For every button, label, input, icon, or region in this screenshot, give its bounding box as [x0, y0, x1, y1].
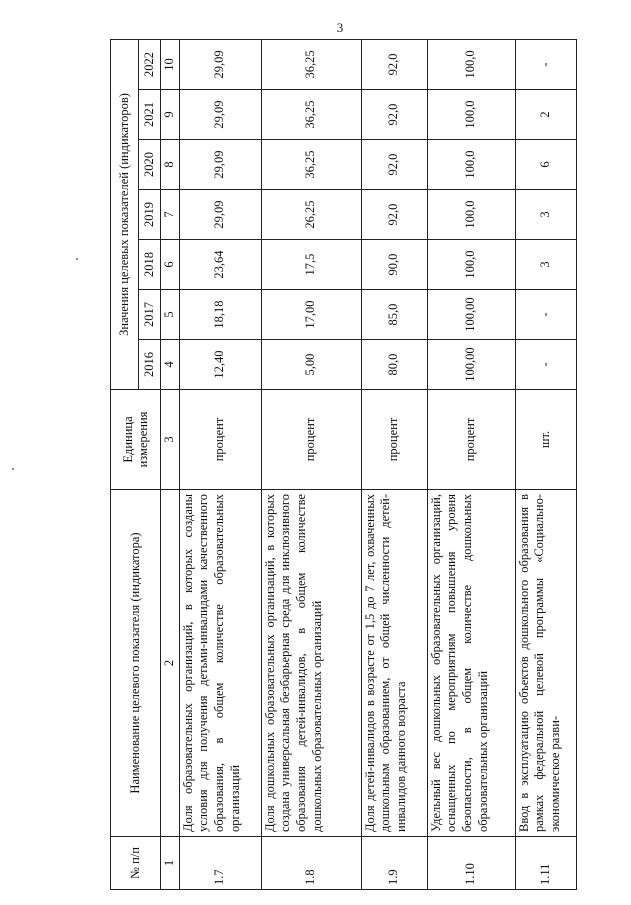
unit: процент [361, 390, 427, 490]
unit: процент [179, 390, 261, 490]
table-row [427, 39, 515, 889]
header-year: 2021 [139, 90, 161, 140]
value-cell: 92,0 [361, 140, 427, 190]
header-year: 2016 [139, 340, 161, 390]
row-number: 1.11 [515, 837, 576, 890]
header-number: № п/п [111, 837, 161, 890]
value-cell: 90,0 [361, 240, 427, 290]
value-cell: 3 [515, 240, 576, 290]
table-row [179, 39, 261, 889]
value-cell: 29,09 [179, 190, 261, 240]
page-number: 3 [336, 20, 344, 35]
header-year: 2022 [139, 39, 161, 89]
column-index: 6 [161, 240, 180, 290]
value-cell: 36,25 [261, 90, 361, 140]
column-index: 5 [161, 290, 180, 340]
value-cell: 36,25 [261, 39, 361, 89]
table-row [515, 39, 576, 889]
unit: процент [261, 390, 361, 490]
value-cell: - [515, 340, 576, 390]
value-cell: 92,0 [361, 39, 427, 89]
value-cell: - [515, 290, 576, 340]
header-year: 2018 [139, 240, 161, 290]
value-cell: 36,25 [261, 140, 361, 190]
value-cell: 100,0 [427, 190, 515, 240]
header-year: 2020 [139, 140, 161, 190]
value-cell: 100,0 [427, 39, 515, 89]
value-cell: 2 [515, 90, 576, 140]
value-cell: 100,00 [427, 340, 515, 390]
value-cell: 5,00 [261, 340, 361, 390]
value-cell: 18,18 [179, 290, 261, 340]
column-index: 9 [161, 90, 180, 140]
indicator-name: Ввод в эксплуатацию объектов дошкольного образования в рамках федеральной целевой программы «Социально- экономическое разви- [515, 490, 576, 837]
value-cell: 12,40 [179, 340, 261, 390]
table-row [361, 39, 427, 889]
column-index: 1 [161, 837, 180, 890]
column-index: 3 [161, 390, 180, 490]
value-cell: 100,0 [427, 240, 515, 290]
row-number: 1.10 [427, 837, 515, 890]
value-cell: 3 [515, 190, 576, 240]
value-cell: 6 [515, 140, 576, 190]
column-index: 8 [161, 140, 180, 190]
header-values-group: Значения целевых показателей (индикаторов) [111, 39, 139, 389]
value-cell: 23,64 [179, 240, 261, 290]
unit: шт. [515, 390, 576, 490]
value-cell: 80,0 [361, 340, 427, 390]
row-number: 1.8 [261, 837, 361, 890]
value-cell: - [515, 39, 576, 89]
row-number: 1.9 [361, 837, 427, 890]
value-cell: 92,0 [361, 90, 427, 140]
value-cell: 29,09 [179, 140, 261, 190]
column-index: 7 [161, 190, 180, 240]
value-cell: 29,09 [179, 39, 261, 89]
value-cell: 100,00 [427, 290, 515, 340]
value-cell: 92,0 [361, 190, 427, 240]
unit: процент [427, 390, 515, 490]
scan-dot [76, 258, 78, 260]
indicator-name: Удельный вес дошкольных образовательных организаций, оснащенных по мероприятиям повышения уровня безопасности, в общем количестве дошкольных образовательных организаций [427, 490, 515, 837]
value-cell: 85,0 [361, 290, 427, 340]
header-year: 2019 [139, 190, 161, 240]
column-index: 4 [161, 340, 180, 390]
header-name: Наименование целевого показателя (индикатора) [111, 490, 161, 837]
scan-dot [12, 468, 14, 470]
value-cell: 17,00 [261, 290, 361, 340]
table-row [261, 39, 361, 889]
indicator-name: Доля детей-инвалидов в возрасте от 1,5 до 7 лет, охваченных дошкольным образованием, от общей численности детей-инвалидов данного возраста [361, 490, 427, 837]
value-cell: 26,25 [261, 190, 361, 240]
header-unit: Единица измерения [111, 390, 161, 490]
column-index: 2 [161, 490, 180, 837]
column-index: 10 [161, 39, 180, 89]
value-cell: 100,0 [427, 90, 515, 140]
row-number: 1.7 [179, 837, 261, 890]
indicator-name: Доля образовательных организаций, в которых созданы условия для получения детьми-инвалидами качественного образования, в общем количестве образовательных организаций [179, 490, 261, 837]
indicator-name: Доля дошкольных образовательных организаций, в которых создана универсальная безбарьерная среда для инклюзивного образования детей-инвалидов, в общем количестве дошкольных образовательных организаций [261, 490, 361, 837]
header-year: 2017 [139, 290, 161, 340]
value-cell: 29,09 [179, 90, 261, 140]
indicators-table-rotated [110, 40, 575, 890]
value-cell: 100,0 [427, 140, 515, 190]
value-cell: 17,5 [261, 240, 361, 290]
indicators-table [110, 39, 577, 890]
